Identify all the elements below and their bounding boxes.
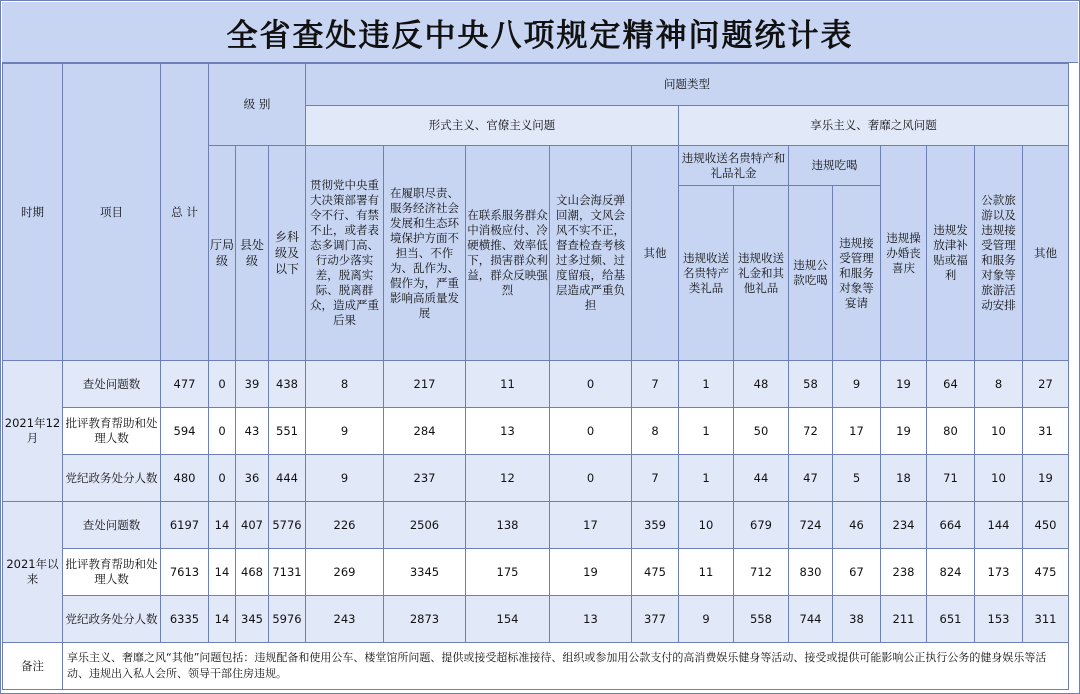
table-cell: 2506	[384, 502, 466, 549]
table-cell: 138	[466, 502, 550, 549]
table-cell: 664	[927, 502, 975, 549]
table-cell: 712	[734, 549, 789, 596]
table-cell: 359	[632, 502, 679, 549]
table-cell: 1	[679, 455, 734, 502]
header-level: 级 别	[209, 64, 306, 146]
header-item: 项目	[63, 64, 161, 361]
table-cell: 153	[975, 596, 1023, 643]
header-total: 总 计	[161, 64, 209, 361]
table-cell: 5	[833, 455, 881, 502]
header-allowance: 违规发放津补贴或福利	[927, 146, 975, 361]
table-cell: 2873	[384, 596, 466, 643]
table-cell: 36	[236, 455, 269, 502]
header-eat-group: 违规吃喝	[789, 146, 881, 186]
note-label: 备注	[3, 643, 63, 690]
header-period: 时期	[3, 64, 63, 361]
table-cell: 14	[209, 549, 236, 596]
header-formalism-4: 文山会海反弹回潮，文风会风不实不正，督查检查考核过多过频、过度留痕，给基层造成严重负担	[550, 146, 632, 361]
table-cell: 211	[881, 596, 927, 643]
table-cell: 175	[466, 549, 550, 596]
table-cell: 651	[927, 596, 975, 643]
table-cell: 17	[833, 408, 881, 455]
table-cell: 3345	[384, 549, 466, 596]
row-item-label: 批评教育帮助和处理人数	[63, 408, 161, 455]
row-item-label: 查处问题数	[63, 361, 161, 408]
row-item-label: 党纪政务处分人数	[63, 455, 161, 502]
table-cell: 551	[269, 408, 306, 455]
table-cell: 243	[306, 596, 384, 643]
table-cell: 438	[269, 361, 306, 408]
table-cell: 8	[306, 361, 384, 408]
table-cell: 9	[306, 455, 384, 502]
table-cell: 475	[632, 549, 679, 596]
note-text: 享乐主义、奢靡之风“其他”问题包括：违规配备和使用公车、楼堂馆所问题、提供或接受超标准接待、组织或参加用公款支付的高消费娱乐健身等活动、接受或提供可能影响公正执行公务的健身娱乐等活动、违规出入私人会所、领导干部住房违规。	[63, 643, 1069, 690]
table-cell: 38	[833, 596, 881, 643]
header-level-ting: 厅局级	[209, 146, 236, 361]
header-hedonism-other: 其他	[1023, 146, 1069, 361]
table-cell: 18	[881, 455, 927, 502]
table-cell: 9	[306, 408, 384, 455]
table-row	[3, 596, 1069, 643]
table-cell: 154	[466, 596, 550, 643]
table-cell: 19	[550, 549, 632, 596]
table-cell: 238	[881, 549, 927, 596]
table-cell: 44	[734, 455, 789, 502]
table-cell: 679	[734, 502, 789, 549]
table-cell: 468	[236, 549, 269, 596]
table-cell: 48	[734, 361, 789, 408]
table-cell: 31	[1023, 408, 1069, 455]
table-cell: 450	[1023, 502, 1069, 549]
table-cell: 558	[734, 596, 789, 643]
header-wedding: 违规操办婚丧喜庆	[881, 146, 927, 361]
table-cell: 9	[679, 596, 734, 643]
table-cell: 8	[975, 361, 1023, 408]
table-cell: 8	[632, 408, 679, 455]
header-gift-group: 违规收送名贵特产和礼品礼金	[679, 146, 789, 186]
table-cell: 27	[1023, 361, 1069, 408]
table-cell: 475	[1023, 549, 1069, 596]
table-cell: 345	[236, 596, 269, 643]
table-cell: 226	[306, 502, 384, 549]
table-cell: 407	[236, 502, 269, 549]
table-cell: 10	[975, 455, 1023, 502]
header-gift-specialty: 违规收送名贵特产类礼品	[679, 186, 734, 361]
table-cell: 234	[881, 502, 927, 549]
table-cell: 6197	[161, 502, 209, 549]
table-cell: 12	[466, 455, 550, 502]
table-cell: 64	[927, 361, 975, 408]
table-cell: 0	[209, 455, 236, 502]
table-row	[3, 361, 1069, 408]
header-travel: 公款旅游以及违规接受管理和服务对象等旅游活动安排	[975, 146, 1023, 361]
header-public-dining: 违规公款吃喝	[789, 186, 833, 361]
table-cell: 311	[1023, 596, 1069, 643]
table-cell: 377	[632, 596, 679, 643]
table-cell: 46	[833, 502, 881, 549]
table-cell: 19	[881, 408, 927, 455]
header-level-xiang: 乡科级及以下	[269, 146, 306, 361]
table-cell: 594	[161, 408, 209, 455]
table-cell: 0	[550, 455, 632, 502]
header-formalism-1: 贯彻党中央重大决策部署有令不行、有禁不止，或者表态多调门高、行动少落实差，脱离实际、脱离群众，造成严重后果	[306, 146, 384, 361]
table-row	[3, 502, 1069, 549]
table-cell: 13	[550, 596, 632, 643]
table-cell: 144	[975, 502, 1023, 549]
table-cell: 67	[833, 549, 881, 596]
row-item-label: 批评教育帮助和处理人数	[63, 549, 161, 596]
table-cell: 477	[161, 361, 209, 408]
row-item-label: 党纪政务处分人数	[63, 596, 161, 643]
header-formalism-other: 其他	[632, 146, 679, 361]
page-title: 全省查处违反中央八项规定精神问题统计表	[2, 2, 1078, 63]
table-row	[3, 455, 1069, 502]
table-cell: 72	[789, 408, 833, 455]
row-item-label: 查处问题数	[63, 502, 161, 549]
table-cell: 9	[833, 361, 881, 408]
table-cell: 50	[734, 408, 789, 455]
table-cell: 17	[550, 502, 632, 549]
header-gift-cash: 违规收送礼金和其他礼品	[734, 186, 789, 361]
table-cell: 11	[679, 549, 734, 596]
header-formalism-group: 形式主义、官僚主义问题	[306, 106, 679, 146]
table-cell: 1	[679, 408, 734, 455]
table-cell: 269	[306, 549, 384, 596]
table-cell: 0	[550, 361, 632, 408]
table-cell: 0	[209, 361, 236, 408]
header-level-xian: 县处级	[236, 146, 269, 361]
table-cell: 71	[927, 455, 975, 502]
statistics-table	[2, 63, 1069, 690]
table-cell: 284	[384, 408, 466, 455]
table-cell: 80	[927, 408, 975, 455]
header-problem-type: 问题类型	[306, 64, 1069, 106]
table-cell: 1	[679, 361, 734, 408]
table-cell: 237	[384, 455, 466, 502]
table-cell: 13	[466, 408, 550, 455]
table-cell: 5976	[269, 596, 306, 643]
table-cell: 0	[550, 408, 632, 455]
table-row	[3, 408, 1069, 455]
table-cell: 14	[209, 596, 236, 643]
table-cell: 47	[789, 455, 833, 502]
table-cell: 5776	[269, 502, 306, 549]
table-cell: 58	[789, 361, 833, 408]
table-cell: 480	[161, 455, 209, 502]
table-cell: 824	[927, 549, 975, 596]
table-cell: 7	[632, 361, 679, 408]
table-cell: 10	[975, 408, 1023, 455]
header-formalism-2: 在履职尽责、服务经济社会发展和生态环境保护方面不担当、不作为、乱作为、假作为，严重影响高质量发展	[384, 146, 466, 361]
table-cell: 173	[975, 549, 1023, 596]
table-cell: 11	[466, 361, 550, 408]
table-cell: 10	[679, 502, 734, 549]
period-label: 2021年以来	[3, 502, 63, 643]
table-row	[3, 549, 1069, 596]
table-cell: 19	[1023, 455, 1069, 502]
header-hedonism-group: 享乐主义、奢靡之风问题	[679, 106, 1069, 146]
table-cell: 14	[209, 502, 236, 549]
period-label: 2021年12月	[3, 361, 63, 502]
table-cell: 7613	[161, 549, 209, 596]
table-cell: 6335	[161, 596, 209, 643]
table-cell: 43	[236, 408, 269, 455]
table-cell: 217	[384, 361, 466, 408]
table-cell: 19	[881, 361, 927, 408]
table-cell: 39	[236, 361, 269, 408]
table-cell: 7131	[269, 549, 306, 596]
table-cell: 830	[789, 549, 833, 596]
header-accept-banquet: 违规接受管理和服务对象等宴请	[833, 186, 881, 361]
table-cell: 444	[269, 455, 306, 502]
table-cell: 744	[789, 596, 833, 643]
table-cell: 0	[209, 408, 236, 455]
header-formalism-3: 在联系服务群众中消极应付、冷硬横推、效率低下，损害群众利益，群众反映强烈	[466, 146, 550, 361]
table-cell: 7	[632, 455, 679, 502]
table-cell: 724	[789, 502, 833, 549]
